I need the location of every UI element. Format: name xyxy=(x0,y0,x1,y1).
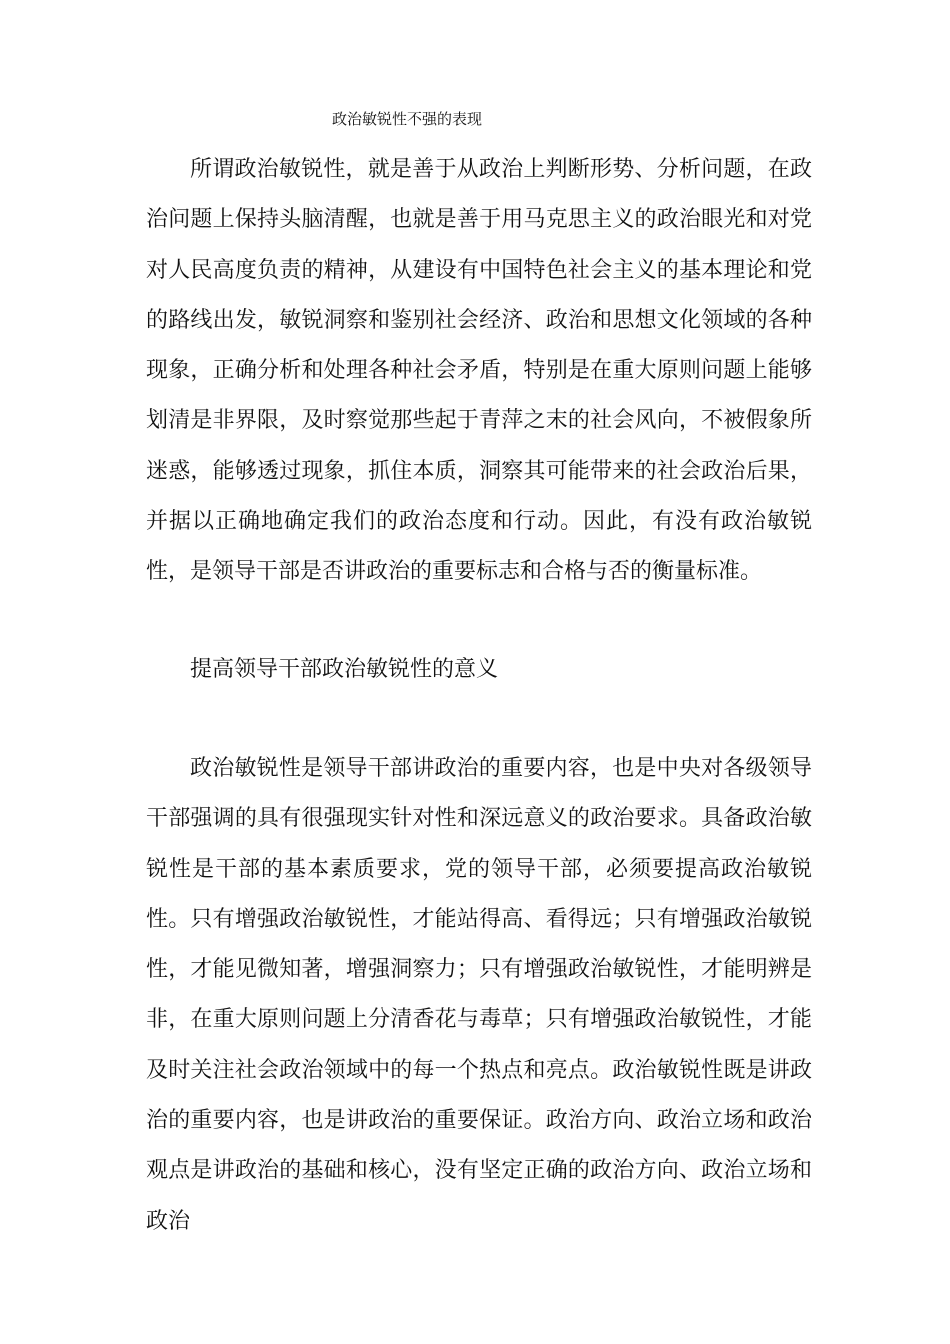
paragraph-definition: 所谓政治敏锐性，就是善于从政治上判断形势、分析问题，在政治问题上保持头脑清醒，也就是善于用马克思主义的政治眼光和对党对人民高度负责的精神，从建设有中国特色社会主义的基本理论和党的路线出发，敏锐洞察和鉴别社会经济、政治和思想文化领域的各种现象，正确分析和处理各种社会矛盾，特别是在重大原则问题上能够划清是非界限，及时察觉那些起于青萍之末的社会风向，不被假象所迷惑，能够透过现象，抓住本质，洞察其可能带来的社会政治后果，并据以正确地确定我们的政治态度和行动。因此，有没有政治敏锐性，是领导干部是否讲政治的重要标志和合格与否的衡量标准。 xyxy=(146,157,812,585)
paragraph-significance: 政治敏锐性是领导干部讲政治的重要内容，也是中央对各级领导干部强调的具有很强现实针对性和深远意义的政治要求。具备政治敏锐性是干部的基本素质要求，党的领导干部，必须要提高政治敏锐性。只有增强政治敏锐性，才能站得高、看得远；只有增强政治敏锐性，才能见微知著，增强洞察力；只有增强政治敏锐性，才能明辨是非，在重大原则问题上分清香花与毒草；只有增强政治敏锐性，才能及时关注社会政治领域中的每一个热点和亮点。政治敏锐性既是讲政治的重要内容，也是讲政治的重要保证。政治方向、政治立场和政治观点是讲政治的基础和核心，没有坚定正确的政治方向、政治立场和政治 xyxy=(146,756,812,1234)
document-title: 政治敏锐性不强的表现 xyxy=(332,110,483,128)
section-heading: 提高领导干部政治敏锐性的意义 xyxy=(190,657,499,682)
